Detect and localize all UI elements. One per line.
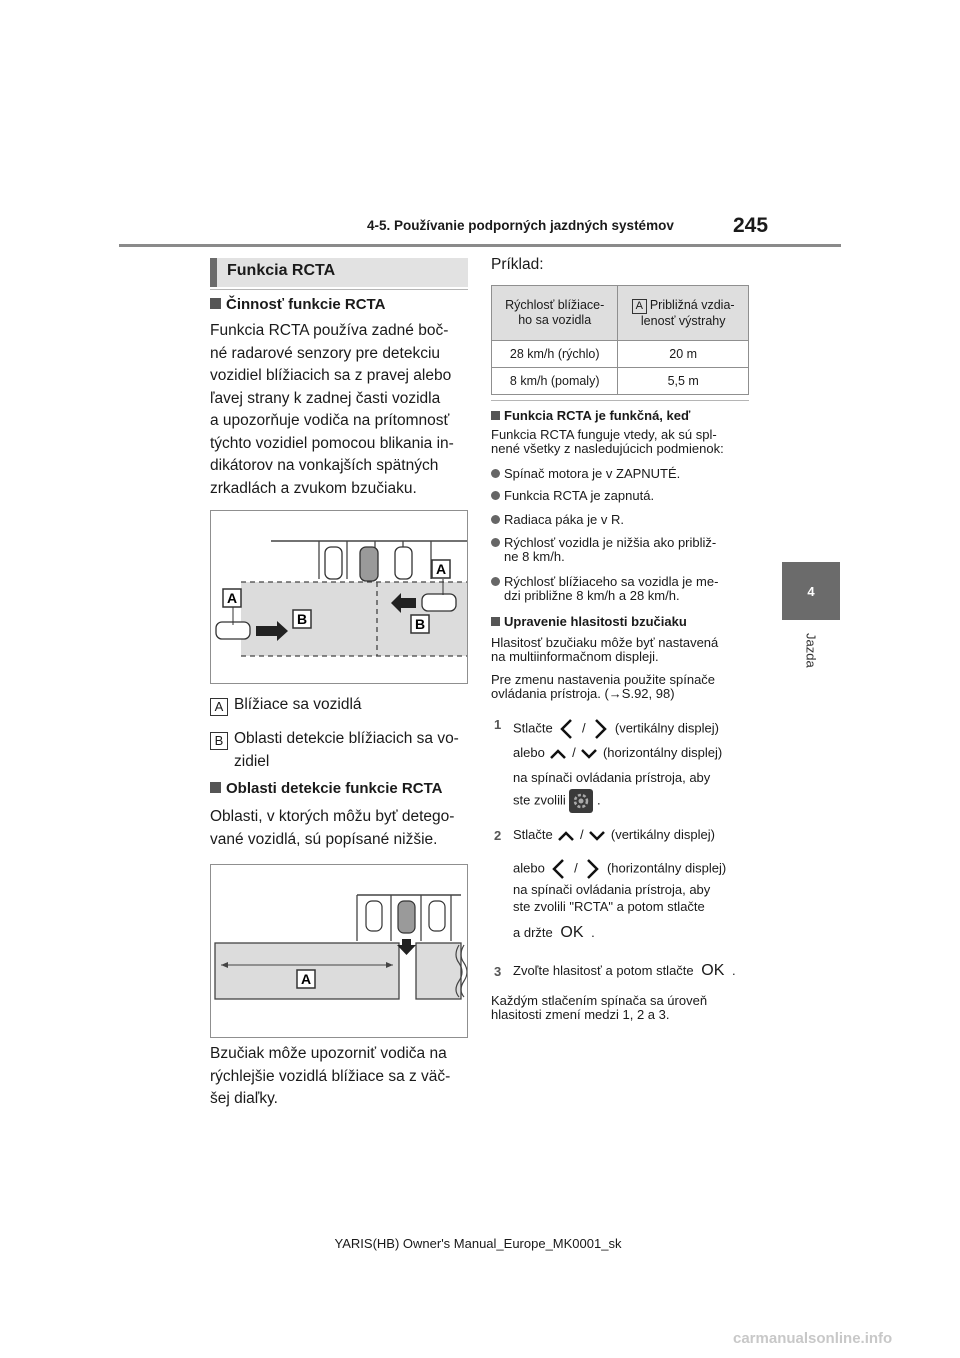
table-header: A Približná vzdia- lenosť výstrahy bbox=[618, 286, 749, 341]
step2-line: na spínači ovládania prístroja, aby bbox=[513, 882, 711, 897]
fig1-label-b: B bbox=[296, 611, 308, 627]
page-number: 245 bbox=[733, 214, 769, 237]
parked-car bbox=[395, 547, 412, 579]
chevron-right-icon bbox=[589, 717, 611, 741]
volume-paragraph: Hlasitosť bzučiaku môže byť nastavená na multiinformačnom displeji. bbox=[491, 635, 719, 664]
detection-area-illustration bbox=[210, 864, 468, 1038]
table-row: 8 km/h (pomaly) 5,5 m bbox=[492, 368, 749, 395]
fig1-label-b: B bbox=[414, 616, 426, 632]
step1-line: Stlačte / (vertikálny displej) bbox=[513, 717, 719, 741]
conditions-divider bbox=[491, 400, 749, 401]
square-bullet-icon bbox=[210, 298, 221, 309]
chapter-tab[interactable] bbox=[782, 562, 840, 620]
rcta-illustration bbox=[210, 510, 468, 684]
step2-line: ste zvolili "RCTA" a potom stlačte bbox=[513, 899, 705, 914]
square-bullet-icon bbox=[491, 411, 500, 420]
chevron-down-icon bbox=[587, 829, 607, 843]
buzzer-paragraph: Bzučiak môže upozorniť vodiča na rýchlejšie vozidlá blížiace sa z väč- šej diaľky. bbox=[210, 1045, 451, 1107]
condition-item: Rýchlosť blížiaceho sa vozidla je me- dzi približne 8 km/h a 28 km/h. bbox=[491, 575, 718, 603]
fig1-label-a: A bbox=[435, 561, 447, 577]
condition-item: Funkcia RCTA je zapnutá. bbox=[491, 489, 654, 503]
own-car bbox=[360, 547, 378, 581]
chevron-down-icon bbox=[579, 747, 599, 761]
watermark: carmanualsonline.info bbox=[733, 1330, 893, 1347]
legend-b: B Oblasti detekcie blížiacich sa vo- bbox=[210, 727, 459, 750]
step2-line: alebo / (horizontálny displej) bbox=[513, 857, 726, 881]
step-number: 1 bbox=[494, 717, 502, 732]
bullet-icon bbox=[491, 577, 500, 586]
operation-paragraph: Funkcia RCTA používa zadné boč- né radarové senzory pre detekciu vozidiel blížiacich sa z pravej alebo ľavej strany k zadnej časti vozidla a upozorňuje vodiča na prítomnosť týchto vozidiel pomocou blikania in- dikátorov na vonkajších spätných zrkadlách a zvukom bzučiaku. bbox=[210, 322, 454, 497]
chapter-number: 4 bbox=[807, 583, 815, 599]
step1-line: na spínači ovládania prístroja, aby bbox=[513, 770, 711, 785]
example-label: Príklad: bbox=[491, 256, 544, 273]
areas-paragraph: Oblasti, v ktorých môžu byť detego- vané vozidlá, sú popísané nižšie. bbox=[210, 808, 455, 848]
legend-key: B bbox=[210, 732, 228, 750]
step2-line: Stlačte / (vertikálny displej) bbox=[513, 827, 715, 842]
table-row: 28 km/h (rýchlo) 20 m bbox=[492, 341, 749, 368]
step-number: 3 bbox=[494, 964, 502, 979]
bullet-icon bbox=[491, 538, 500, 547]
fig2-label-a: A bbox=[300, 971, 312, 987]
bullet-icon bbox=[491, 469, 500, 478]
chevron-left-icon bbox=[548, 857, 570, 881]
step2-line: a držte OK . bbox=[513, 924, 595, 941]
legend-b-continued: zidiel bbox=[234, 753, 270, 770]
condition-item: Spínač motora je v ZAPNUTÉ. bbox=[491, 467, 680, 481]
step1-line: alebo / (horizontálny displej) bbox=[513, 745, 723, 760]
condition-item: Radiaca páka je v R. bbox=[491, 513, 624, 527]
step1-line: ste zvolili . bbox=[513, 789, 601, 813]
subheading-areas: Oblasti detekcie funkcie RCTA bbox=[210, 780, 442, 797]
header-divider bbox=[119, 244, 841, 247]
conditions-intro: Funkcia RCTA funguje vtedy, ak sú spl- nené všetky z nasledujúcich podmienok: bbox=[491, 427, 724, 456]
subheading-operation: Činnosť funkcie RCTA bbox=[210, 296, 385, 313]
detection-area bbox=[241, 582, 467, 656]
condition-item: Rýchlosť vozidla je nižšia ako približ- ne 8 km/h. bbox=[491, 536, 716, 564]
volume-instruction: Pre zmenu nastavenia použite spínače ovládania prístroja. (→S.92, 98) bbox=[491, 672, 716, 701]
parked-car bbox=[325, 547, 342, 579]
legend-key: A bbox=[210, 698, 228, 716]
closing-paragraph: Každým stlačením spínača sa úroveň hlasitosti zmení medzi 1, 2 a 3. bbox=[491, 993, 708, 1022]
down-arrow-icon bbox=[397, 939, 416, 955]
fig1-label-a: A bbox=[226, 590, 238, 606]
ok-button-icon: OK bbox=[560, 924, 584, 941]
legend-a: A Blížiace sa vozidlá bbox=[210, 693, 362, 716]
heading-divider bbox=[210, 289, 468, 290]
chapter-label: Jazda bbox=[803, 633, 819, 668]
speed-distance-table bbox=[491, 285, 749, 395]
own-car bbox=[398, 901, 415, 933]
chevron-right-icon bbox=[581, 857, 603, 881]
bullet-icon bbox=[491, 515, 500, 524]
subheading-volume: Upravenie hlasitosti bzučiaku bbox=[491, 614, 687, 629]
parked-car bbox=[429, 901, 445, 931]
section-heading: Funkcia RCTA bbox=[210, 258, 468, 287]
footer: YARIS(HB) Owner's Manual_Europe_MK0001_sk bbox=[334, 1236, 622, 1251]
section-title: 4-5. Používanie podporných jazdných systémov bbox=[367, 218, 674, 233]
step-number: 2 bbox=[494, 828, 502, 843]
settings-gear-icon bbox=[569, 789, 593, 813]
chevron-up-icon bbox=[556, 829, 576, 843]
chevron-left-icon bbox=[556, 717, 578, 741]
subheading-conditions: Funkcia RCTA je funkčná, keď bbox=[491, 408, 690, 423]
step3-line: Zvoľte hlasitosť a potom stlačte OK . bbox=[513, 962, 736, 979]
bullet-icon bbox=[491, 491, 500, 500]
table-header: Rýchlosť blížiace- ho sa vozidla bbox=[492, 286, 618, 341]
square-bullet-icon bbox=[210, 782, 221, 793]
parked-car bbox=[366, 901, 382, 931]
square-bullet-icon bbox=[491, 617, 500, 626]
approaching-car bbox=[422, 594, 456, 611]
chevron-up-icon bbox=[548, 747, 568, 761]
ok-button-icon: OK bbox=[701, 962, 725, 979]
